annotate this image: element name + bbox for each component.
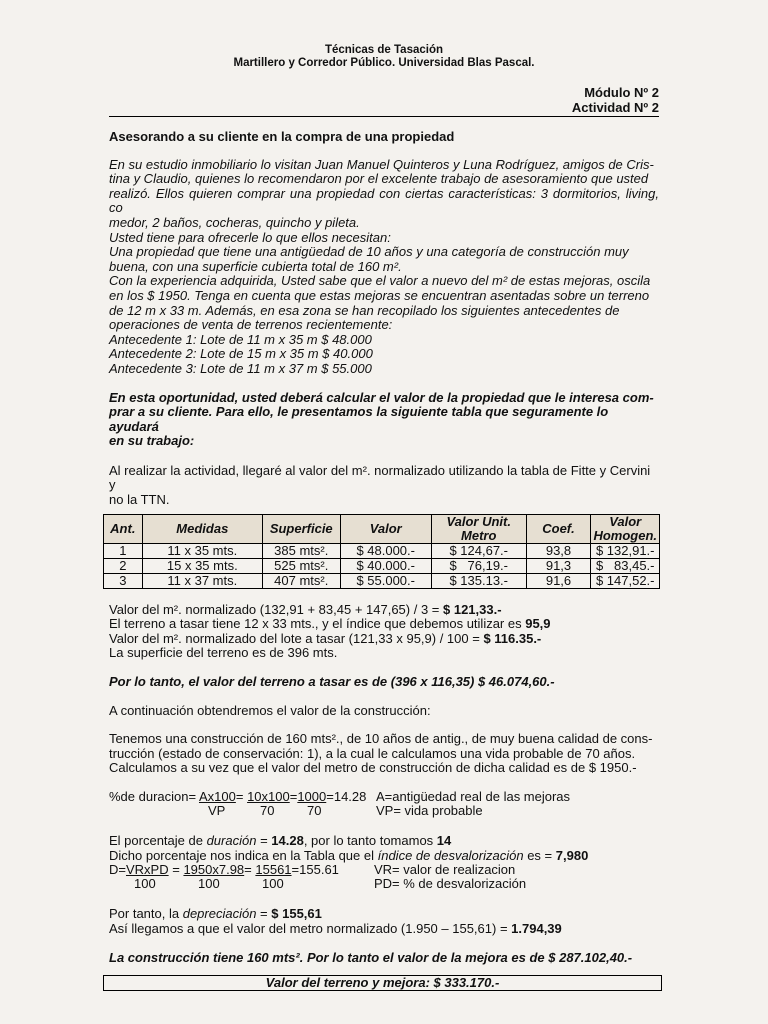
header-divider (109, 116, 659, 117)
scenario-line: Usted tiene para ofrecerle lo que ellos necesitan: (109, 229, 391, 245)
formula-text: D= (109, 862, 126, 877)
formula-text: = (289, 789, 298, 804)
calc-text: = (256, 833, 272, 848)
calc-line (109, 603, 659, 618)
formula-text: = (244, 862, 256, 877)
col-ant: Ant. (104, 514, 143, 543)
cell: 525 mts². (262, 558, 340, 573)
scenario-line: tina y Claudio, quienes lo recomendaron por el excelente trabajo de asesoramiento que usted (109, 171, 649, 187)
scenario-line: Con la experiencia adquirida, Usted sabe que el valor a nuevo del m² de estas mejoras, oscila (109, 273, 651, 289)
antecedent-line: Antecedente 1: Lote de 11 m x 35 m $ 48.000 (109, 331, 372, 347)
table-row (104, 558, 660, 573)
legend-vida-probable: VP= vida probable (376, 803, 483, 818)
cell: 15 x 35 mts. (142, 558, 262, 573)
numerator: 1000 (297, 789, 327, 804)
formula-text: =14.28 (326, 789, 367, 804)
scenario-line: buena, con una superficie cubierta total de 160 m². (109, 258, 402, 274)
cell: $ 40.000.- (340, 558, 431, 573)
calc-text: depreciación (182, 906, 257, 921)
document-page (109, 44, 659, 991)
scenario-text (109, 158, 659, 377)
task-line: En esta oportunidad, usted deberá calcular el valor de la propiedad que le interesa com- (109, 389, 654, 405)
table-row (104, 573, 660, 588)
antecedent-line: Antecedente 3: Lote de 11 m x 37 m $ 55.000 (109, 360, 372, 376)
scenario-line: en los $ 1950. Tenga en cuenta que estas mejoras se encuentran asentadas sobre un terreno (109, 287, 650, 303)
calc-line: La superficie del terreno es de 396 mts. (109, 645, 338, 661)
calc-line (109, 834, 451, 849)
calc-line (109, 922, 659, 937)
calc-value: 7,980 (555, 848, 589, 863)
cell: 91,3 (526, 558, 591, 573)
cell: 11 x 37 mts. (142, 573, 262, 588)
cell: $ 147,52.- (591, 573, 660, 588)
antecedent-line: Antecedente 2: Lote de 15 m x 35 m $ 40.000 (109, 346, 373, 362)
col-valor-homogen: Valor Homogen. (591, 514, 660, 543)
task-instructions (109, 391, 659, 449)
answer-line: Al realizar la actividad, llegaré al valor del m². normalizado utilizando la tabla de Fitte y Cervini y (109, 462, 651, 493)
calc-text: Por tanto, la (109, 906, 183, 921)
denominator: 100 (198, 876, 220, 891)
cell: $ 55.000.- (340, 573, 431, 588)
depreciation-index (109, 834, 659, 892)
numerator: VRxPD (125, 862, 169, 877)
denominator: 70 (260, 803, 275, 818)
calc-text: Valor del m². normalizado (132,91 + 83,45 + 147,65) / 3 = (109, 601, 443, 617)
calc-text: es = (523, 848, 556, 863)
cell: 93,8 (526, 543, 591, 558)
calc-value: $ 116.35.- (483, 630, 542, 646)
course-title: Técnicas de Tasación (324, 44, 444, 56)
scenario-line: operaciones de venta de terrenos recientemente: (109, 317, 393, 333)
cell: $ 48.000.- (340, 543, 431, 558)
numerator: 10x100 (247, 789, 290, 804)
terrain-calculation (109, 603, 659, 661)
calc-text: Dicho porcentaje nos indica en la Tabla que el (109, 848, 378, 863)
legend-antiguedad: A=antigüedad real de las mejoras (376, 789, 571, 804)
calc-text: El porcentaje de (109, 833, 207, 848)
final-value-box: Valor del terreno y mejora: $ 333.170.- (103, 975, 662, 991)
col-superficie: Superficie (262, 514, 340, 543)
construction-intro: A continuación obtendremos el valor de la construcción: (109, 702, 431, 718)
col-coef: Coef. (526, 514, 591, 543)
construction-text (109, 732, 659, 776)
calc-line (109, 617, 659, 632)
denominator: 70 (307, 803, 322, 818)
answer-line: no la TTN. (109, 492, 170, 508)
calc-text: , por lo tanto tomamos (303, 833, 437, 848)
numerator: 1950x7.98 (183, 862, 245, 877)
cell: 2 (104, 558, 143, 573)
scenario-line: medor, 2 baños, cocheras, quincho y pileta. (109, 214, 360, 230)
formula-text: = (235, 789, 248, 804)
cell: $ 76,19.- (431, 558, 526, 573)
antecedents-table (103, 514, 660, 589)
module-label: Módulo Nº 2 (584, 85, 659, 100)
numerator: Ax100 (198, 789, 236, 804)
task-line: prar a su cliente. Para ello, le presentamos la siguiente tabla que seguramente lo ayudará (109, 404, 609, 434)
calc-value: 1.794,39 (511, 920, 562, 936)
course-subtitle: Martillero y Corredor Público. Universidad Blas Pascal. (233, 57, 535, 69)
calc-value: 14 (436, 833, 452, 848)
cell: 407 mts². (262, 573, 340, 588)
calc-line (109, 632, 659, 647)
construction-line: Calculamos a su vez que el valor del metro de construcción de dicha calidad es de $ 1950.- (109, 760, 637, 776)
cell: 11 x 35 mts. (142, 543, 262, 558)
scenario-line: En su estudio inmobiliario lo visitan Juan Manuel Quinteros y Luna Rodríguez, amigos de Cris- (109, 156, 654, 172)
depreciation-result (109, 907, 659, 936)
cell: 3 (104, 573, 143, 588)
denominator: 100 (262, 876, 284, 891)
answer-intro (109, 464, 659, 508)
col-medidas: Medidas (142, 514, 262, 543)
calc-text: Valor del m². normalizado del lote a tasar (121,33 x 95,9) / 100 = (109, 630, 484, 646)
table-row (104, 543, 660, 558)
cell: $ 124,67.- (431, 543, 526, 558)
task-line: en su trabajo: (109, 433, 195, 449)
scenario-line: Una propiedad que tiene una antigüedad de 10 años y una categoría de construcción muy (109, 244, 629, 260)
legend-desvalorizacion: PD= % de desvalorización (374, 876, 527, 891)
scenario-line: realizó. Ellos quieren comprar una propiedad con ciertas características: 3 dormitorios, living, co (109, 185, 659, 216)
formula-line (109, 790, 366, 805)
activity-label: Actividad Nº 2 (571, 100, 659, 115)
numerator: 15561 (255, 862, 292, 877)
calc-text: = (256, 906, 272, 921)
cell: $ 135.13.- (431, 573, 526, 588)
calc-value: 14.28 (271, 833, 304, 848)
cell: $ 132,91.- (591, 543, 660, 558)
cell: 1 (104, 543, 143, 558)
cell: 91,6 (526, 573, 591, 588)
formula-text: %de duracion= (109, 789, 199, 804)
denominator: VP (208, 803, 226, 818)
calc-text: duración (206, 833, 257, 848)
col-valor: Valor (340, 514, 431, 543)
calc-value: $ 155,61 (271, 906, 322, 921)
calc-text: índice de desvalorización (377, 848, 524, 863)
duration-formula (109, 790, 659, 819)
construction-line: Tenemos una construcción de 160 mts²., de 10 años de antig., de muy buena calidad de cons- (109, 731, 653, 747)
calc-text: El terreno a tasar tiene 12 x 33 mts., y el índice que debemos utilizar es (109, 616, 526, 632)
col-valor-unit: Valor Unit. Metro (431, 514, 526, 543)
formula-text: =155.61 (291, 862, 339, 877)
calc-value: 95,9 (525, 616, 551, 632)
scenario-line: de 12 m x 33 m. Además, en esa zona se han recopilado los siguientes antecedentes de (109, 302, 620, 318)
cell: 385 mts². (262, 543, 340, 558)
denominator: 100 (134, 876, 156, 891)
activity-title: Asesorando a su cliente en la compra de una propiedad (109, 129, 455, 144)
calc-text: Así llegamos a que el valor del metro normalizado (1.950 – 155,61) = (109, 920, 512, 936)
improvement-result: La construcción tiene 160 mts². Por lo tanto el valor de la mejora es de $ 287.102,40.- (109, 950, 633, 966)
legend-realizacion: VR= valor de realizacion (374, 862, 516, 877)
table-header-row (104, 514, 660, 543)
cell: $ 83,45.- (591, 558, 660, 573)
construction-line: trucción (estado de conservación: 1), a la cual le calculamos una vida probable de 70 años. (109, 745, 636, 761)
calc-line (109, 907, 659, 922)
calc-value: $ 121,33.- (443, 601, 502, 617)
terrain-result: Por lo tanto, el valor del terreno a tasar es de (396 x 116,35) $ 46.074,60.- (109, 674, 555, 690)
formula-text: = (168, 862, 184, 877)
